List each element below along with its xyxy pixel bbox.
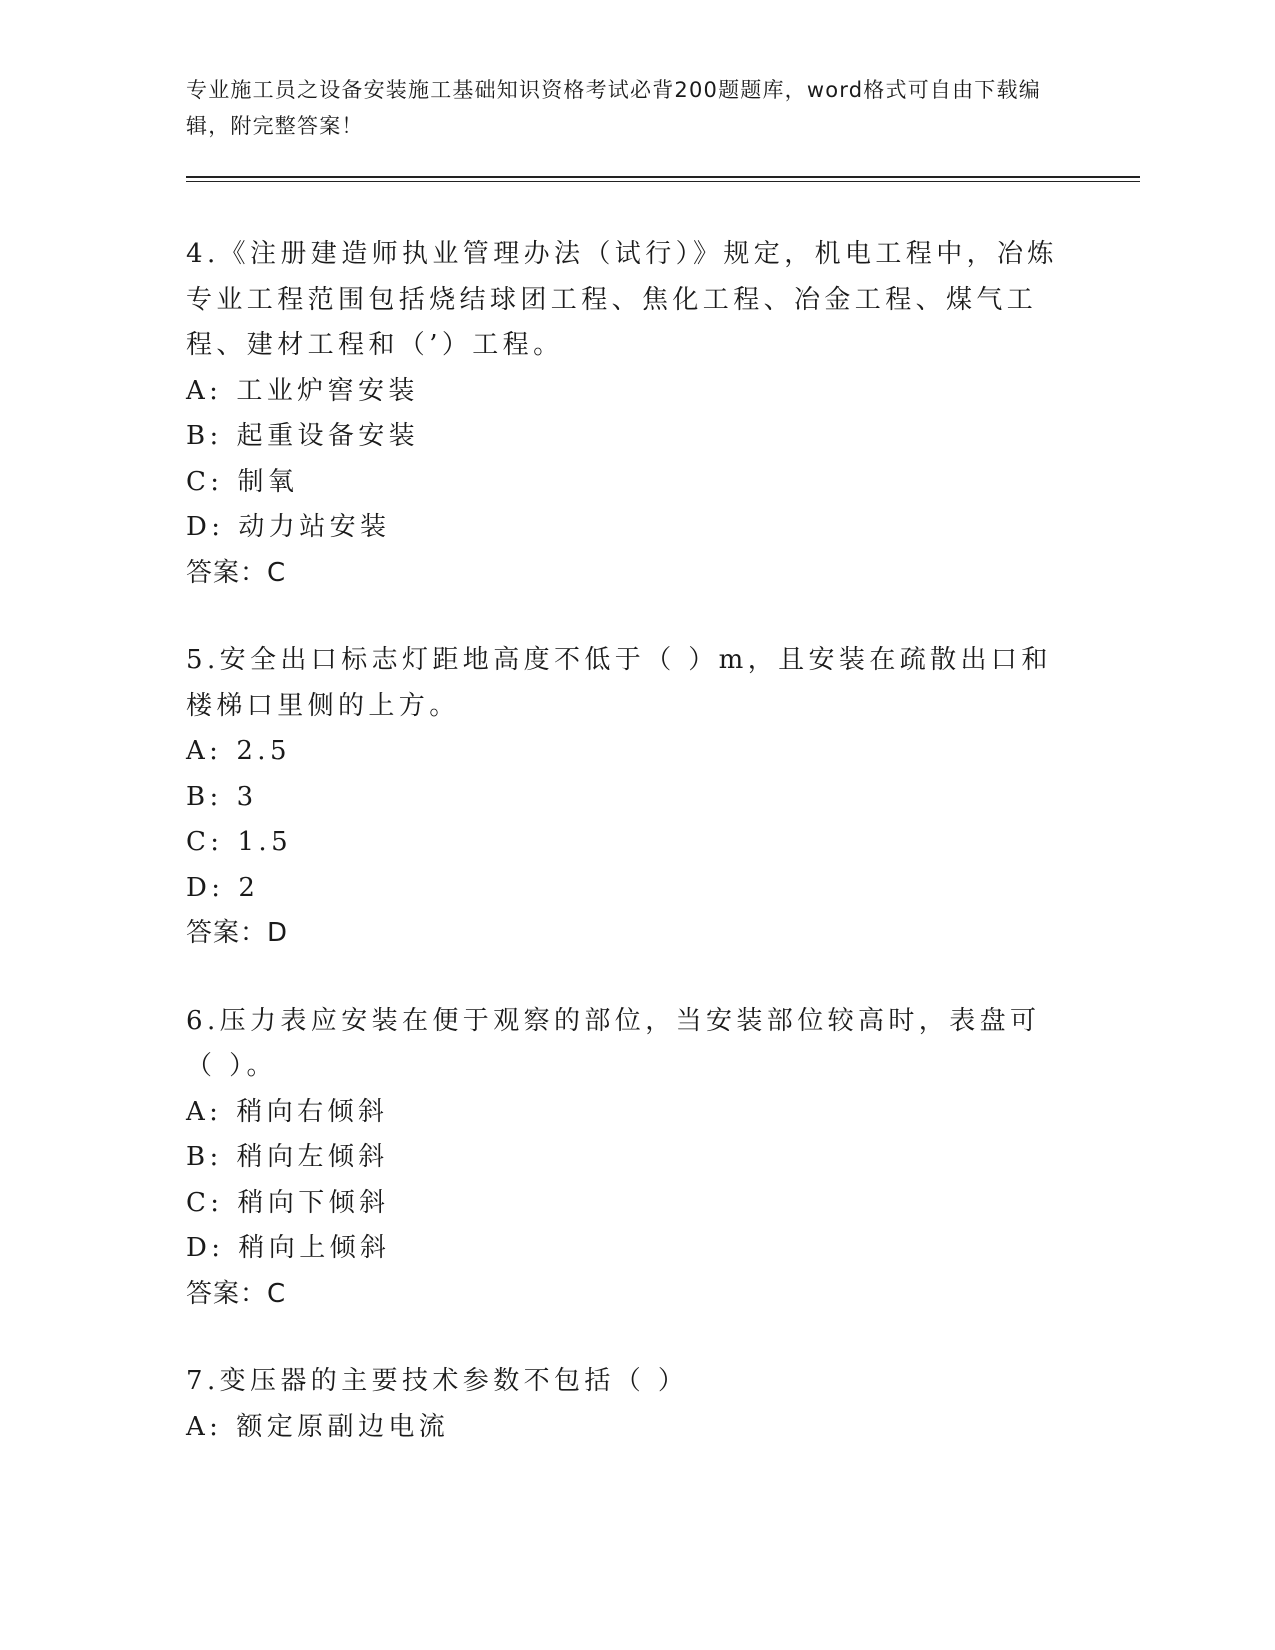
option-text: 额定原副边电流	[236, 1411, 450, 1442]
option-text: 稍向上倾斜	[238, 1233, 391, 1263]
header-divider-thick	[186, 176, 1140, 178]
option-d	[186, 866, 1066, 912]
option-key: D:	[186, 872, 225, 903]
question-4	[186, 232, 1066, 596]
option-key: B:	[186, 421, 223, 451]
option-a	[186, 369, 1066, 415]
option-key: C:	[186, 466, 224, 497]
option-key: B:	[186, 781, 223, 812]
option-key: A:	[186, 375, 223, 406]
option-d	[186, 1226, 1066, 1272]
option-key: C:	[186, 1187, 224, 1218]
option-key: A:	[186, 1096, 223, 1127]
question-stem: 6.压力表应安装在便于观察的部位，当安装部位较高时，表盘可（ ）。	[186, 1005, 1041, 1081]
option-d	[186, 505, 1066, 551]
question-list	[186, 232, 1066, 1492]
option-key: A:	[186, 1411, 223, 1442]
question-stem: 5.安全出口标志灯距地高度不低于（ ）m，且安装在疏散出口和楼梯口里侧的上方。	[186, 645, 1052, 721]
option-text: 工业炉窖安装	[236, 375, 419, 406]
question-stem: 7.变压器的主要技术参数不包括（ ）	[186, 1366, 689, 1396]
option-text: 2.5	[236, 736, 291, 766]
option-text: 稍向下倾斜	[237, 1187, 390, 1218]
answer: 答案：D	[186, 918, 289, 948]
option-key: B:	[186, 1142, 223, 1172]
option-c	[186, 820, 1066, 866]
option-b	[186, 1135, 1066, 1181]
option-text: 1.5	[237, 827, 293, 857]
option-key: C:	[186, 827, 224, 857]
option-text: 起重设备安装	[236, 421, 420, 451]
question-stem: 4.《注册建造师执业管理办法（试行）》规定，机电工程中，冶炼专业工程范围包括烧结球团工程、焦化工程、冶金工程、煤气工程、建材工程和（’）工程。	[186, 239, 1058, 360]
option-b	[186, 414, 1066, 460]
answer: 答案：C	[186, 1278, 287, 1309]
option-a	[186, 729, 1066, 775]
option-a	[186, 1405, 1066, 1451]
option-key: D:	[186, 1233, 225, 1263]
option-text: 3	[236, 781, 258, 812]
option-text: 制氧	[237, 466, 299, 497]
option-a	[186, 1090, 1066, 1136]
option-text: 动力站安装	[238, 512, 391, 542]
option-c	[186, 460, 1066, 506]
answer: 答案：C	[186, 557, 287, 588]
question-7	[186, 1359, 1066, 1450]
option-key: D:	[186, 512, 225, 542]
document-header: 专业施工员之设备安装施工基础知识资格考试必背200题题库，word格式可自由下载编辑，附完整答案！	[186, 78, 1041, 138]
option-text: 2	[238, 872, 260, 903]
option-text: 稍向右倾斜	[236, 1096, 389, 1127]
option-b	[186, 775, 1066, 821]
option-c	[186, 1181, 1066, 1227]
header-divider-thin	[186, 181, 1140, 182]
question-6	[186, 999, 1066, 1318]
option-text: 稍向左倾斜	[236, 1142, 389, 1172]
option-key: A:	[186, 736, 223, 766]
question-5	[186, 638, 1066, 957]
